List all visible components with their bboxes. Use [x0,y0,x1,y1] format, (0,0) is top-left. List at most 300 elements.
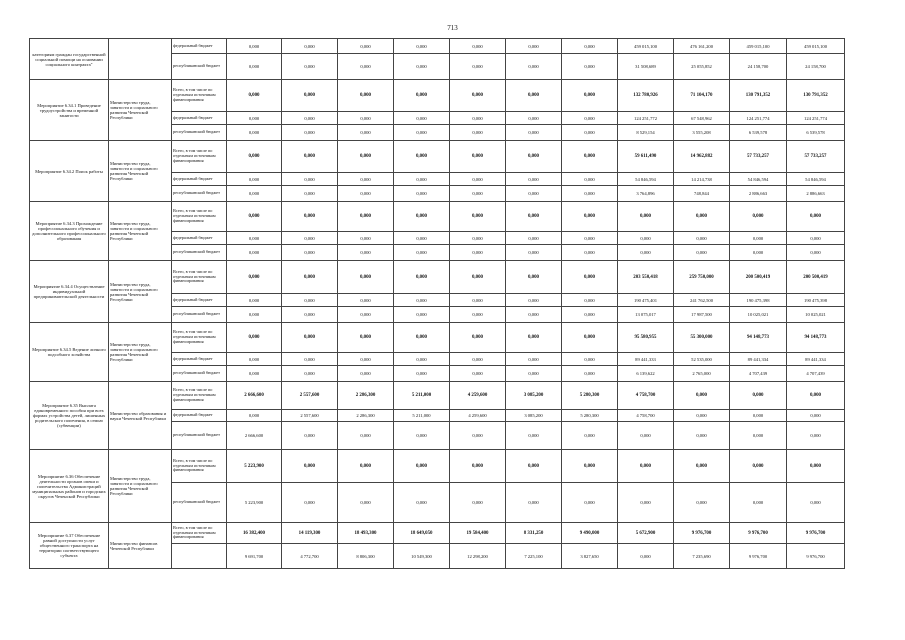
measure-name: Мероприятие 6.37 Обеспечение равной доступности услуг общественного транспорта на территории соответствующего субъекта [30,523,109,569]
value-cell: 57 733,257 [730,141,787,173]
budget-table [29,38,845,569]
value-cell: 2 886,663 [730,186,787,202]
value-cell: 0,000 [674,410,730,422]
value-cell: 0,000 [562,141,618,173]
total-row [30,80,845,112]
value-cell: 4 772,700 [282,544,338,569]
value-cell: 0,000 [506,186,562,202]
value-cell: 0,000 [227,245,282,261]
value-cell: 0,000 [450,353,506,366]
value-cell: 8 529,154 [618,125,674,141]
value-cell: 9 976,700 [787,544,845,569]
executor: Министерство труда, занятости и социального развития Чеченской Республики [109,80,172,141]
value-cell: 5 223,900 [227,483,282,523]
value-cell: 0,000 [450,232,506,245]
value-cell: 0,000 [506,422,562,450]
value-cell: 0,000 [674,483,730,523]
total-row [30,141,845,173]
value-cell: 0,000 [282,54,338,80]
value-cell: 0,000 [450,186,506,202]
value-cell: 3 085,200 [506,410,562,422]
value-cell: 190 475,398 [730,294,787,307]
funding-source: Всего, в том числе по отдельным источникам финансирования [172,382,227,410]
value-cell: 4 259,600 [450,382,506,410]
value-cell: 0,000 [282,186,338,202]
value-cell: 0,000 [506,261,562,294]
value-cell: 9 976,700 [730,523,787,544]
value-cell: 6 539,578 [730,125,787,141]
value-cell: 14 962,882 [674,141,730,173]
value-cell: 0,000 [394,307,450,323]
funding-source: федеральный бюджет [172,112,227,125]
value-cell: 0,000 [338,54,394,80]
value-cell: 0,000 [450,261,506,294]
funding-source: федеральный бюджет [172,39,227,54]
value-cell: 0,000 [730,245,787,261]
value-cell: 0,000 [787,232,845,245]
value-cell: 19 584,400 [450,523,506,544]
value-cell: 0,000 [338,173,394,186]
value-cell: 55 300,000 [674,323,730,353]
measure-name: Мероприятие 6.34.1 Проведение трудоустройства и временной занятости [30,80,109,141]
value-cell: 54 846,594 [787,173,845,186]
value-cell: 0,000 [227,39,282,54]
value-cell: 0,000 [618,245,674,261]
value-cell: 0,000 [562,80,618,112]
funding-source: Всего, в том числе по отдельным источникам финансирования [172,323,227,353]
value-cell: 459 015,100 [730,39,787,54]
value-cell: 0,000 [450,245,506,261]
value-cell: 24 158,700 [787,54,845,80]
measure-name: Мероприятие 6.34.3 Прохождение профессионального обучения и дополнительного профессионального образования [30,202,109,261]
funding-source: республиканский бюджет [172,186,227,202]
value-cell: 0,000 [227,366,282,382]
value-cell: 0,000 [506,323,562,353]
value-cell: 95 580,955 [618,323,674,353]
value-cell: 2 286,300 [338,382,394,410]
funding-source: республиканский бюджет [172,54,227,80]
value-cell: 0,000 [338,232,394,245]
funding-source: республиканский бюджет [172,422,227,450]
value-cell: 0,000 [282,112,338,125]
page-number: 713 [447,24,458,32]
value-cell: 0,000 [282,323,338,353]
value-cell: 0,000 [787,483,845,523]
value-cell: 0,000 [338,294,394,307]
value-cell: 0,000 [506,112,562,125]
value-cell: 0,000 [730,232,787,245]
value-cell: 0,000 [562,125,618,141]
value-cell: 459 015,100 [787,39,845,54]
value-cell: 0,000 [394,232,450,245]
value-cell: 0,000 [394,294,450,307]
value-cell: 17 987,500 [674,307,730,323]
value-cell: 0,000 [282,353,338,366]
value-cell: 0,000 [338,186,394,202]
value-cell: 57 733,257 [787,141,845,173]
value-cell: 0,000 [282,307,338,323]
executor [109,39,172,80]
value-cell: 0,000 [394,261,450,294]
value-cell: 0,000 [506,173,562,186]
value-cell: 3 764,896 [618,186,674,202]
value-cell: 0,000 [730,422,787,450]
value-cell: 24 158,700 [730,54,787,80]
value-cell: 0,000 [674,232,730,245]
value-cell: 0,000 [338,422,394,450]
value-cell: 0,000 [282,422,338,450]
value-cell: 0,000 [450,202,506,232]
value-cell: 89 441,334 [787,353,845,366]
value-cell: 0,000 [506,366,562,382]
measure-name: Мероприятие 6.34.5 Ведение личного подсобного хозяйства [30,323,109,382]
value-cell: 0,000 [282,294,338,307]
value-cell: 0,000 [506,450,562,483]
value-cell: 0,000 [787,382,845,410]
value-cell: 67 548,962 [674,112,730,125]
value-cell: 54 846,594 [618,173,674,186]
value-cell: 12 298,200 [450,544,506,569]
value-cell: 0,000 [338,39,394,54]
value-cell: 0,000 [282,39,338,54]
value-cell: 54 846,594 [730,173,787,186]
value-cell: 9 976,700 [674,523,730,544]
value-cell: 0,000 [787,422,845,450]
total-row [30,202,845,232]
value-cell: 0,000 [450,112,506,125]
value-cell: 0,000 [338,366,394,382]
value-cell: 31 508,689 [618,54,674,80]
value-cell: 0,000 [282,80,338,112]
executor: Министерство труда, занятости и социального развития Чеченской Республики [109,141,172,202]
value-cell: 0,000 [227,141,282,173]
value-cell: 2 557,600 [282,410,338,422]
value-cell: 0,000 [394,54,450,80]
value-cell: 89 441,333 [618,353,674,366]
value-cell: 16 382,400 [227,523,282,544]
value-cell: 4 707,439 [730,366,787,382]
value-cell: 0,000 [562,39,618,54]
value-cell: 0,000 [338,125,394,141]
value-cell: 0,000 [394,483,450,523]
value-cell: 0,000 [227,80,282,112]
value-cell: 0,000 [787,410,845,422]
value-cell: 0,000 [394,245,450,261]
value-cell: 2 666,600 [227,382,282,410]
value-cell: 0,000 [338,450,394,483]
value-cell: 3 085,200 [506,382,562,410]
value-cell: 0,000 [506,80,562,112]
value-cell: 0,000 [674,202,730,232]
value-cell: 200 500,419 [787,261,845,294]
value-cell: 459 015,100 [618,39,674,54]
value-cell: 0,000 [618,422,674,450]
value-cell: 124 251,774 [730,112,787,125]
value-cell: 0,000 [394,366,450,382]
value-cell: 0,000 [338,307,394,323]
funding-source: федеральный бюджет [172,173,227,186]
value-cell: 0,000 [506,54,562,80]
value-cell: 0,000 [562,366,618,382]
value-cell: 0,000 [282,173,338,186]
value-cell: 190 475,401 [618,294,674,307]
value-cell: 94 148,773 [787,323,845,353]
value-cell: 0,000 [562,112,618,125]
value-cell: 0,000 [394,450,450,483]
value-cell: 0,000 [506,202,562,232]
value-cell: 18 649,050 [394,523,450,544]
value-cell: 0,000 [674,382,730,410]
value-cell: 0,000 [394,173,450,186]
value-cell: 0,000 [338,353,394,366]
value-cell: 0,000 [227,54,282,80]
value-cell: 0,000 [674,450,730,483]
value-cell: 0,000 [506,307,562,323]
value-cell: 4 758,700 [618,410,674,422]
value-cell: 0,000 [450,323,506,353]
value-cell: 0,000 [730,410,787,422]
value-cell: 0,000 [506,232,562,245]
value-cell: 0,000 [562,353,618,366]
value-cell: 0,000 [227,173,282,186]
value-cell: 14 119,300 [282,523,338,544]
value-cell: 0,000 [562,173,618,186]
value-cell: 0,000 [450,307,506,323]
executor: Министерство труда, занятости и социального развития Чеченской Республики [109,323,172,382]
value-cell: 2 557,600 [282,382,338,410]
source-row [30,39,845,54]
value-cell: 89 441,334 [730,353,787,366]
funding-source: Всего, в том числе по отдельным источникам финансирования [172,523,227,544]
funding-source: Всего, в том числе по отдельным источникам финансирования [172,141,227,173]
value-cell: 0,000 [394,125,450,141]
value-cell: 0,000 [227,232,282,245]
value-cell: 0,000 [562,232,618,245]
value-cell: 0,000 [618,483,674,523]
value-cell: 0,000 [227,261,282,294]
funding-source: республиканский бюджет [172,483,227,523]
value-cell: 130 791,352 [787,80,845,112]
funding-source: Всего, в том числе по отдельным источникам финансирования [172,80,227,112]
value-cell: 200 500,419 [730,261,787,294]
value-cell: 0,000 [674,422,730,450]
value-cell: 18 493,300 [338,523,394,544]
value-cell: 4 758,700 [618,382,674,410]
total-row [30,323,845,353]
value-cell: 0,000 [450,173,506,186]
value-cell: 0,000 [394,112,450,125]
value-cell: 0,000 [562,245,618,261]
value-cell: 0,000 [282,202,338,232]
value-cell: 7 235,690 [674,544,730,569]
value-cell: 0,000 [787,450,845,483]
value-cell: 5 211,000 [394,410,450,422]
funding-source: республиканский бюджет [172,245,227,261]
value-cell: 9 490,000 [562,523,618,544]
measure-name: Мероприятие 6.36 Обеспечение деятельности органов опеки и попечительства Администраций муниципальных районов и городских округов Чеченской Республики [30,450,109,523]
value-cell: 0,000 [450,54,506,80]
measure-name: категориям граждан государственной социальной помощи на основании социального контракта" [30,39,109,80]
value-cell: 8 331,250 [506,523,562,544]
funding-source: федеральный бюджет [172,410,227,422]
value-cell: 0,000 [450,294,506,307]
value-cell: 259 750,000 [674,261,730,294]
value-cell: 0,000 [227,410,282,422]
value-cell: 5 672,900 [618,523,674,544]
value-cell: 0,000 [338,323,394,353]
total-row [30,450,845,483]
value-cell: 0,000 [787,202,845,232]
value-cell: 0,000 [450,366,506,382]
value-cell: 0,000 [394,422,450,450]
value-cell: 0,000 [450,483,506,523]
value-cell: 0,000 [562,483,618,523]
value-cell: 0,000 [338,261,394,294]
executor: Министерство образования и науки Чеченской Республики [109,382,172,450]
value-cell: 0,000 [338,245,394,261]
value-cell: 0,000 [562,323,618,353]
value-cell: 5 280,300 [562,410,618,422]
value-cell: 0,000 [562,422,618,450]
value-cell: 0,000 [227,323,282,353]
value-cell: 0,000 [282,245,338,261]
value-cell: 0,000 [282,261,338,294]
funding-source: федеральный бюджет [172,353,227,366]
value-cell: 8 806,300 [338,544,394,569]
value-cell: 25 055,852 [674,54,730,80]
total-row [30,261,845,294]
value-cell: 748,844 [674,186,730,202]
value-cell: 241 762,500 [674,294,730,307]
value-cell: 0,000 [227,353,282,366]
funding-source: республиканский бюджет [172,307,227,323]
table-body [30,39,845,569]
value-cell: 0,000 [227,125,282,141]
value-cell: 0,000 [282,141,338,173]
value-cell: 0,000 [450,450,506,483]
funding-source [172,544,227,569]
value-cell: 9 976,700 [730,544,787,569]
value-cell: 6 139,622 [618,366,674,382]
value-cell: 71 104,170 [674,80,730,112]
value-cell: 190 475,398 [787,294,845,307]
value-cell: 10 549,300 [394,544,450,569]
value-cell: 59 611,490 [618,141,674,173]
value-cell: 0,000 [338,483,394,523]
value-cell: 4 707,439 [787,366,845,382]
value-cell: 0,000 [506,39,562,54]
value-cell: 0,000 [787,245,845,261]
value-cell: 0,000 [227,112,282,125]
funding-source: республиканский бюджет [172,366,227,382]
funding-source: Всего, в том числе по отдельным источникам финансирования [172,261,227,294]
value-cell: 0,000 [450,141,506,173]
value-cell: 5 280,300 [562,382,618,410]
value-cell: 0,000 [227,202,282,232]
value-cell: 0,000 [450,80,506,112]
funding-source: Всего, в том числе по отдельным источникам финансирования [172,202,227,232]
measure-name: Мероприятие 6.34.2 Поиск работы [30,141,109,202]
value-cell: 0,000 [506,245,562,261]
value-cell: 0,000 [618,450,674,483]
value-cell: 0,000 [562,450,618,483]
funding-source: федеральный бюджет [172,232,227,245]
value-cell: 0,000 [562,186,618,202]
value-cell: 0,000 [227,307,282,323]
value-cell: 0,000 [227,186,282,202]
value-cell: 0,000 [562,294,618,307]
value-cell: 0,000 [394,353,450,366]
value-cell: 0,000 [562,261,618,294]
value-cell: 0,000 [282,125,338,141]
value-cell: 0,000 [282,450,338,483]
value-cell: 2 286,300 [338,410,394,422]
executor: Министерство труда, занятости и социального развития Чеченской Республики [109,450,172,523]
value-cell: 0,000 [338,112,394,125]
value-cell: 0,000 [730,382,787,410]
value-cell: 14 214,738 [674,173,730,186]
value-cell: 0,000 [730,483,787,523]
value-cell: 0,000 [338,141,394,173]
value-cell: 0,000 [394,323,450,353]
value-cell: 0,000 [506,294,562,307]
value-cell: 0,000 [338,80,394,112]
value-cell: 52 535,000 [674,353,730,366]
value-cell: 0,000 [394,39,450,54]
value-cell: 130 791,352 [730,80,787,112]
value-cell: 0,000 [562,54,618,80]
value-cell: 0,000 [394,186,450,202]
value-cell: 4 259,600 [450,410,506,422]
total-row [30,382,845,410]
value-cell: 0,000 [338,202,394,232]
value-cell: 0,000 [227,294,282,307]
value-cell: 0,000 [506,483,562,523]
value-cell: 0,000 [562,202,618,232]
value-cell: 3 555,208 [674,125,730,141]
value-cell: 0,000 [394,141,450,173]
value-cell: 2 765,000 [674,366,730,382]
value-cell: 0,000 [450,422,506,450]
value-cell: 2 666,600 [227,422,282,450]
value-cell: 0,000 [618,202,674,232]
value-cell: 10 025,021 [787,307,845,323]
value-cell: 0,000 [506,141,562,173]
value-cell: 124 251,774 [787,112,845,125]
value-cell: 0,000 [282,366,338,382]
value-cell: 0,000 [562,307,618,323]
value-cell: 124 251,772 [618,112,674,125]
value-cell: 5 211,000 [394,382,450,410]
value-cell: 0,000 [618,232,674,245]
value-cell: 7 225,100 [506,544,562,569]
value-cell: 203 550,418 [618,261,674,294]
value-cell: 0,000 [394,202,450,232]
value-cell: 3 827,650 [562,544,618,569]
value-cell: 0,000 [730,450,787,483]
value-cell: 132 780,926 [618,80,674,112]
value-cell: 0,000 [394,80,450,112]
total-row [30,523,845,544]
value-cell: 0,000 [506,353,562,366]
measure-name: Мероприятие 6.34.4 Осуществление индивидуальной предпринимательской деятельности [30,261,109,323]
value-cell: 476 161,200 [674,39,730,54]
value-cell: 10 025,021 [730,307,787,323]
value-cell: 5 223,900 [227,450,282,483]
value-cell: 0,000 [282,483,338,523]
value-cell: 0,000 [450,125,506,141]
value-cell: 6 539,578 [787,125,845,141]
